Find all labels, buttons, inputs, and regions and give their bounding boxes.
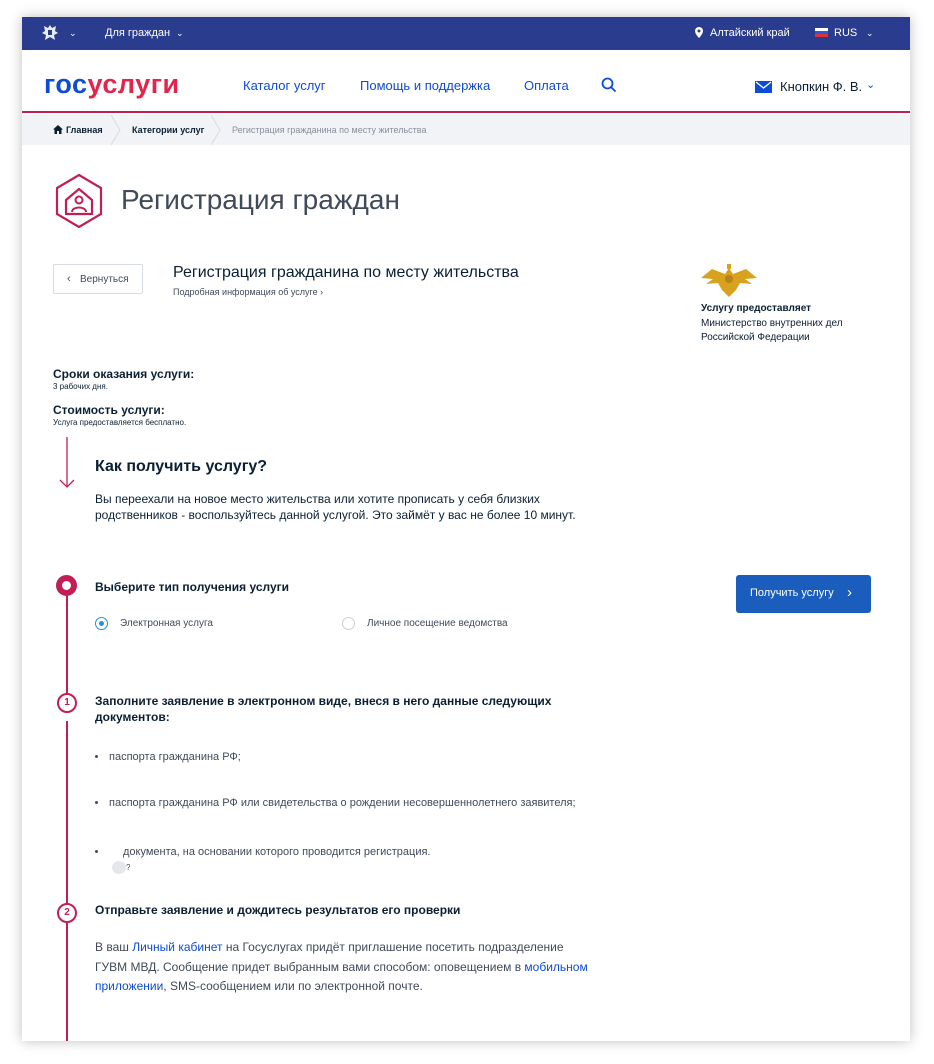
cost-label: Стоимость услуги:: [53, 403, 165, 417]
language-selector[interactable]: RUS: [834, 27, 858, 39]
breadcrumb: [22, 115, 910, 145]
list-item: документа, на основании которого проводится регистрация. ?: [95, 843, 431, 874]
radio-electronic-label[interactable]: Электронная услуга: [120, 618, 213, 629]
mvd-emblem-icon: [700, 264, 758, 298]
help-icon[interactable]: ?: [112, 861, 126, 874]
breadcrumb-separator: [211, 115, 221, 145]
step-current-marker: [56, 575, 77, 596]
step-number-2: 2: [57, 903, 77, 923]
nav-help[interactable]: Помощь и поддержка: [360, 78, 491, 93]
chevron-down-icon[interactable]: ⌄: [69, 28, 77, 38]
breadcrumb-current: Регистрация гражданина по месту жительства: [232, 125, 427, 135]
breadcrumb-categories[interactable]: Категории услуг: [132, 125, 205, 135]
timeline-line: [66, 592, 68, 700]
personal-account-link[interactable]: Личный кабинет: [132, 940, 223, 954]
step-number-1: 1: [57, 693, 77, 713]
step-choose-type-title: Выберите тип получения услуги: [95, 580, 290, 594]
home-icon[interactable]: [53, 125, 63, 134]
coat-of-arms-icon[interactable]: [40, 24, 60, 43]
list-item: паспорта гражданина РФ или свидетельства о рождении несовершеннолетнего заявителя;: [95, 794, 595, 812]
top-bar: [22, 17, 910, 50]
radio-electronic[interactable]: [95, 617, 108, 630]
mail-icon[interactable]: [755, 81, 772, 93]
russia-flag-icon: [815, 28, 828, 37]
step-send-text: В ваш Личный кабинет на Госуслугах придёт приглашение посетить подразделение ГУВМ МВД. Сообщение придет выбранным вами способом: оповещением в мобильном приложении, SMS-сообщением или по электронной почте.: [95, 940, 588, 993]
timeline-line: [66, 923, 68, 1041]
breadcrumb-home[interactable]: Главная: [66, 125, 103, 135]
service-details-link[interactable]: Подробная информация об услуге ›: [173, 287, 324, 297]
chevron-down-icon[interactable]: ⌄: [866, 79, 876, 91]
chevron-left-icon: ‹: [67, 273, 71, 285]
chevron-down-icon[interactable]: ⌄: [176, 28, 184, 38]
browser-page: [22, 17, 910, 1041]
breadcrumb-separator: [111, 115, 121, 145]
user-name[interactable]: Кнопкин Ф. В.: [780, 79, 863, 94]
search-icon[interactable]: [601, 77, 617, 93]
radio-personal-visit[interactable]: [342, 617, 355, 630]
page-title: Регистрация граждан: [121, 184, 400, 215]
back-button[interactable]: ‹ Вернуться: [53, 264, 143, 294]
timeline-line: [66, 721, 68, 905]
location-pin-icon: [695, 27, 703, 38]
nav-catalog[interactable]: Каталог услуг: [243, 78, 326, 93]
arrow-down-icon: [59, 437, 75, 489]
gosuslugi-logo[interactable]: госуслуги: [44, 69, 180, 99]
site-header: [22, 50, 910, 113]
how-to-text: Вы переехали на новое место жительства или хотите прописать у себя близких родственников - воспользуйтесь данной услугой. Это займёт у вас не более 10 минут.: [95, 492, 576, 522]
chevron-down-icon[interactable]: ⌄: [866, 28, 874, 38]
service-name: Регистрация гражданина по месту жительства: [173, 264, 519, 281]
terms-value: 3 рабочих дня.: [53, 382, 108, 391]
list-item: паспорта гражданина РФ;: [95, 748, 241, 766]
home-registration-icon: [52, 174, 106, 228]
provider-label: Услугу предоставляет: [701, 303, 812, 314]
how-to-title: Как получить услугу?: [95, 458, 268, 475]
radio-personal-visit-label[interactable]: Личное посещение ведомства: [367, 618, 508, 629]
step-send-title: Отправьте заявление и дождитесь результатов его проверки: [95, 903, 461, 917]
cost-value: Услуга предоставляется бесплатно.: [53, 418, 187, 427]
step-fill-form-title: Заполните заявление в электронном виде, внеся в него данные следующих документов:: [95, 694, 552, 724]
provider-name: Министерство внутренних дел Российской Федерации: [701, 318, 843, 343]
nav-payment[interactable]: Оплата: [524, 78, 569, 93]
region-selector[interactable]: Алтайский край: [710, 27, 790, 39]
terms-label: Сроки оказания услуги:: [53, 367, 195, 381]
chevron-right-icon: ›: [320, 287, 324, 297]
citizens-menu[interactable]: Для граждан: [105, 27, 171, 39]
get-service-button[interactable]: Получить услугу ›: [736, 575, 871, 613]
chevron-right-icon: ›: [847, 584, 852, 601]
mobile-app-link[interactable]: мобильном приложении: [95, 959, 588, 993]
